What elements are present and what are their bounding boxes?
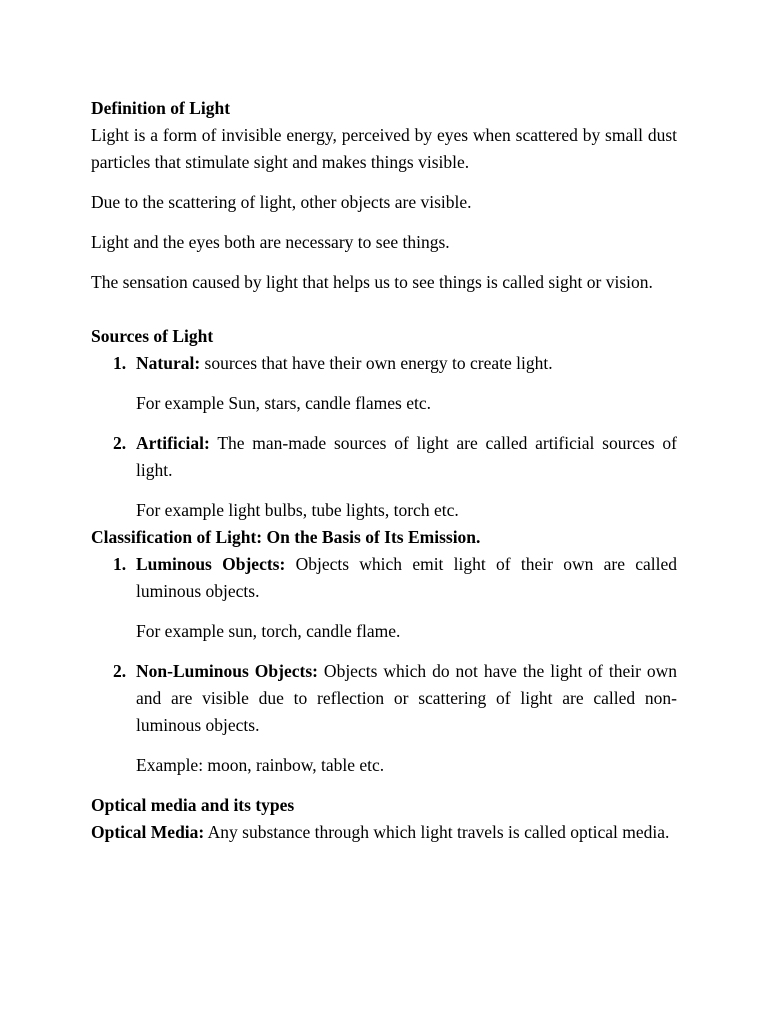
classification-list bbox=[91, 551, 677, 779]
list-item-text bbox=[136, 658, 677, 739]
list-item-text bbox=[136, 350, 677, 377]
list-item-description: sources that have their own energy to create light. bbox=[200, 353, 553, 373]
sources-section bbox=[91, 323, 677, 524]
definition-paragraph: The sensation caused by light that helps us to see things is called sight or vision. bbox=[91, 272, 653, 292]
list-item-example: Example: moon, rainbow, table etc. bbox=[136, 755, 385, 775]
classification-section bbox=[91, 524, 677, 779]
list-item-term: Luminous Objects: bbox=[136, 554, 286, 574]
list-item-term: Non-Luminous Objects: bbox=[136, 661, 318, 681]
section-spacer bbox=[91, 309, 677, 323]
list-item-example: For example Sun, stars, candle flames etc. bbox=[136, 393, 431, 413]
definition-paragraph: Due to the scattering of light, other objects are visible. bbox=[91, 192, 472, 212]
list-item bbox=[91, 350, 677, 417]
optical-description: Any substance through which light travels is called optical media. bbox=[204, 822, 670, 842]
list-item bbox=[91, 430, 677, 524]
list-item-example: For example sun, torch, candle flame. bbox=[136, 621, 401, 641]
document-page bbox=[91, 95, 677, 859]
list-item-term: Artificial: bbox=[136, 433, 210, 453]
list-number: 1. bbox=[113, 554, 127, 574]
list-number: 2. bbox=[113, 433, 127, 453]
list-number: 2. bbox=[113, 661, 127, 681]
optical-section bbox=[91, 792, 677, 846]
optical-term: Optical Media: bbox=[91, 822, 205, 842]
list-item-description: Objects which emit light of their own are called luminous objects. bbox=[136, 554, 677, 601]
list-number: 1. bbox=[113, 353, 127, 373]
list-item bbox=[91, 658, 677, 779]
definition-section bbox=[91, 95, 677, 296]
definition-paragraph: Light is a form of invisible energy, perceived by eyes when scattered by small dust particles that stimulate sight and makes things visible. bbox=[91, 125, 677, 172]
list-item bbox=[91, 551, 677, 645]
list-item-example: For example light bulbs, tube lights, torch etc. bbox=[136, 500, 459, 520]
sources-heading: Sources of Light bbox=[91, 326, 214, 346]
list-item-term: Natural: bbox=[136, 353, 201, 373]
sources-list bbox=[91, 350, 677, 524]
list-item-description: The man-made sources of light are called artificial sources of light. bbox=[136, 433, 677, 480]
list-item-description: Objects which do not have the light of their own and are visible due to reflection or scattering of light are called non-luminous objects. bbox=[136, 661, 677, 735]
list-item-text bbox=[136, 551, 677, 605]
definition-paragraph: Light and the eyes both are necessary to see things. bbox=[91, 232, 450, 252]
classification-heading: Classification of Light: On the Basis of Its Emission. bbox=[91, 527, 481, 547]
list-item-text bbox=[136, 430, 677, 484]
definition-heading: Definition of Light bbox=[91, 98, 231, 118]
optical-paragraph bbox=[91, 819, 677, 846]
optical-heading: Optical media and its types bbox=[91, 795, 295, 815]
